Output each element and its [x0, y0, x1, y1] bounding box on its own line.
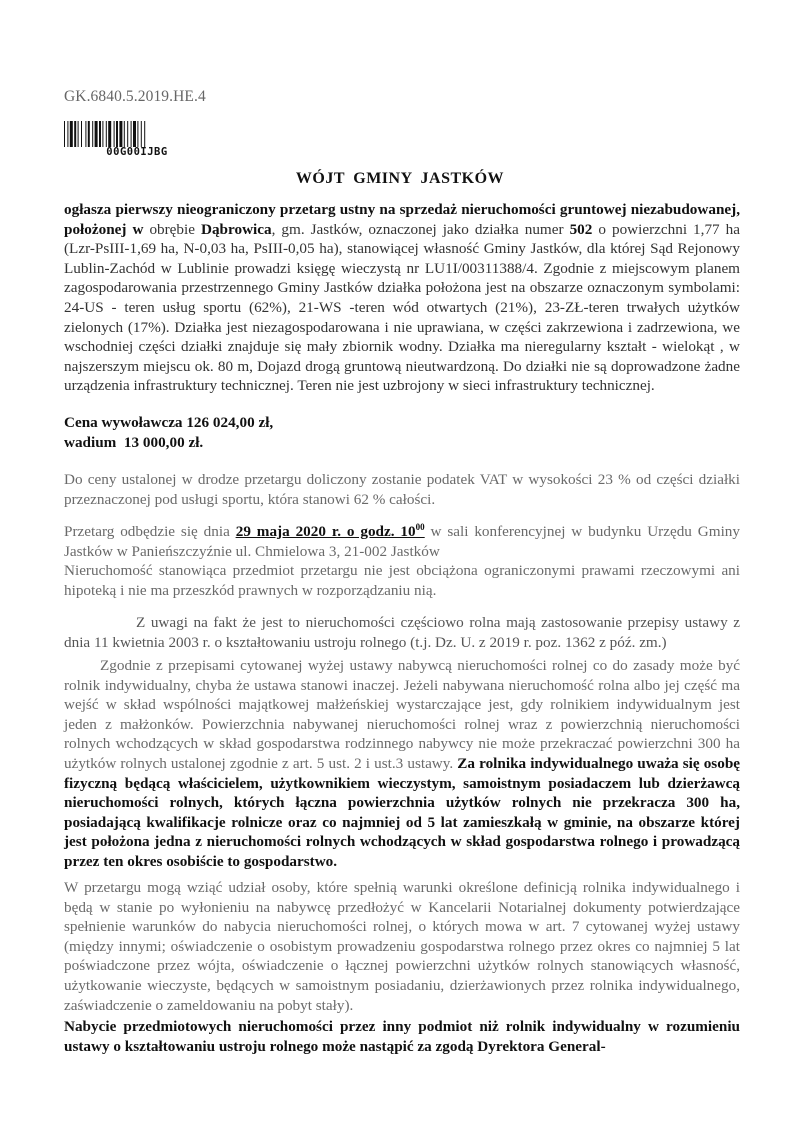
- starting-price: Cena wywoławcza 126 024,00 zł,: [64, 414, 274, 431]
- barcode-bar: [114, 121, 115, 147]
- vat-note: Do ceny ustalonej w drodze przetargu doliczony zostanie podatek VAT w wysokości 23 % od części działki przeznaczonej pod usługi sportu, która stanowi 62 % całości.: [64, 471, 740, 508]
- barcode-bar: [81, 121, 82, 147]
- barcode-bar: [67, 121, 68, 147]
- reference-number: GK.6840.5.2019.HE.4: [64, 88, 206, 105]
- barcode-text: 00G00IJBG: [106, 146, 168, 158]
- barcode-bar: [88, 121, 90, 147]
- farmer-definition: Za rolnika indywidualnego uważa się osobę fizyczną będącą właścicielem, użytkownikiem wieczystym, samoistnym posiadaczem lub dzierżawcą nieruchomości rolnych, których łączna powierzchnia użytków rolnych nie przekracza 300 ha, posiadającą kwalifikacje rolnicze oraz co najmniej od 5 lat zamieszkałą w gminie, na obszarze której jest położona jedna z nieruchomości rolnych wchodzących w skład gospodarstwa rolnego i prowadzącą przez ten okres osobiście to gospodarstwo.: [64, 754, 741, 870]
- intro-paragraph: ogłasza pierwszy nieograniczony przetarg ustny na sprzedaż nieruchomości gruntowej niezabudowanej, położonej w obrębie Dąbrowica, gm. Jastków, oznaczonej jako działka numer 502 o powierzchni 1,77 ha (Lzr-PsIII-1,69 ha, N-0,03 ha, PsIII-0,05 ha), stanowiącej własność Gminy Jastków, dla której Sąd Rejonowy Lublin-Zachód w Lublinie prowadzi księgę wieczystą nr LU1I/00311388/4. Zgodnie z miejscowym planem zagospodarowania przestrzennego Gminy Jastków działka położona jest na obszarze oznaczonym symbolami: 24-US - teren usług sportu (62%), 21-WS -teren wód otwartych (21%), 23-ZŁ-teren trwałych użytków zielonych (17%). Działka jest niezagospodarowana i nie uprawiana, w części zakrzewiona i zadrzewiona, we wschodniej części działki znajduje się mały zbiornik wodny. Działka ma nieregularny kształt - wielokąt , w najszerszym miejscu ok. 80 m, Dojazd drogą gruntową nieutwardzoną. Do działki nie są doprowadzone żadne urządzenia infrastruktury technicznej. Teren nie jest uzbrojony w sieci infrastruktury technicznej.: [64, 201, 740, 395]
- auction-date: 29 maja 2020 r. o godz. 10: [235, 523, 416, 540]
- barcode-bar: [127, 121, 128, 147]
- barcode-bar: [102, 121, 103, 147]
- barcode-bar: [137, 121, 138, 147]
- encumbrance-note: Nieruchomość stanowiąca przedmiot przetargu nie jest obciążona ograniczonymi prawami rzeczowymi ani hipoteką i nie ma przeszkód prawnych w rozporządzaniu nią.: [64, 562, 740, 599]
- barcode-bar: [70, 121, 73, 147]
- barcode-bar: [116, 121, 118, 147]
- farmer-paragraph: Zgodnie z przepisami cytowanej wyżej ustawy nabywcą nieruchomości rolnej co do zasady może być rolnik indywidualny, chyba że ustawa stanowi inaczej. Jeżeli nabywana nieruchomość rolna albo jej część ma wejść w skład wspólności majątkowej małżeńskiej wystarczające jest, gdy rolnikiem indywidualnym jest jeden z małżonków. Powierzchnia nabywanej nieruchomości rolnej wraz z powierzchnią nieruchomości rolnych wchodzących w skład gospodarstwa rodzinnego nabywcy nie może przekraczać powierzchni 300 ha użytków rolnych ustalonej zgodnie z art. 5 ust. 2 i ust.3 ustawy. Za rolnika indywidualnego uważa się osobę fizyczną będącą właścicielem, użytkownikiem wieczystym, samoistnym posiadaczem lub dzierżawcą nieruchomości rolnych, których łączna powierzchnia użytków rolnych nie przekracza 300 ha, posiadającą kwalifikacje rolnicze oraz co najmniej od 5 lat zamieszkałą w gminie, na obszarze której jest położona jedna z nieruchomości rolnych wchodzących w skład gospodarstwa rolnego i prowadzącą przez ten okres osobiście to gospodarstwo.: [64, 657, 741, 870]
- barcode-bar: [141, 121, 142, 147]
- barcode-bar: [119, 121, 122, 147]
- parcel-number: 502: [569, 220, 593, 238]
- auction-paragraph: Przetarg odbędzie się dnia 29 maja 2020 r. o godz. $10^{00}$ w sali konferencyjnej w budynku Urzędu Gminy Jastków w Panieńszczyźnie ul. Chmielowa 3, 21-002 Jastków Nieruchomość stanowiąca przedmiot przetargu nie jest obciążona ograniczonymi prawami rzeczowymi ani hipoteką i nie ma przeszkód prawnych w rozporządzaniu nią.: [64, 521, 740, 599]
- document-title: WÓJT GMINY JASTKÓW: [295, 170, 505, 187]
- barcode-bar: [74, 121, 76, 147]
- deposit: wadium 13 000,00 zł.: [64, 433, 204, 451]
- barcode: [64, 121, 210, 147]
- barcode-bar: [95, 121, 98, 147]
- barcode-bar: [144, 121, 145, 147]
- barcode-bar: [124, 121, 125, 147]
- barcode-bar: [108, 121, 111, 147]
- barcode-bar: [92, 121, 93, 147]
- barcode-bar: [64, 121, 65, 147]
- barcode-bar: [106, 121, 107, 147]
- barcode-bar: [133, 121, 136, 147]
- barcode-bar: [85, 121, 86, 147]
- price-block: [64, 413, 740, 452]
- barcode-bar: [99, 121, 101, 147]
- place-name: Dąbrowica: [201, 220, 272, 238]
- intro-lead: ogłasza pierwszy nieograniczony przetarg ustny na sprzedaż nieruchomości gruntowej niezabudowanej, położonej w: [64, 201, 740, 238]
- participation-paragraph: W przetargu mogą wziąć udział osoby, które spełnią warunki określone definicją rolnika indywidualnego i będą w stanie po wyłonieniu na nabywcę przedłożyć w Kancelarii Notarialnej dokumenty potwierdzające spełnienie warunków do nabycia nieruchomości rolnej, o których mowa w art. 7 cytowanej wyżej ustawy (między innymi; oświadczenie o osobistym prowadzeniu gospodarstwa rolnego przez okres co najmniej 5 lat poświadczone przez wójta, oświadczenie o łącznej powierzchni użytków rolnych stanowiących własność, użytkowanie wieczyste, będących w samoistnym posiadaniu, dzierżawionych przez rolnika indywidualnego, zaświadczenie o zameldowaniu na pobyt stały).: [64, 879, 740, 1014]
- barcode-bar: [78, 121, 79, 147]
- barcode-bar: [131, 121, 132, 147]
- acquisition-paragraph: Nabycie przedmiotowych nieruchomości przez inny podmiot niż rolnik indywidualny w rozumieniu ustawy o kształtowaniu ustroju rolnego może nastąpić za zgodą Dyrektora General-: [64, 1018, 740, 1055]
- law-note: Z uwagi na fakt że jest to nieruchomości częściowo rolna mają zastosowanie przepisy ustawy z dnia 11 kwietnia 2003 r. o kształtowaniu ustroju rolnego (t.j. Dz. U. z 2019 r. poz. 1362 z póź. zm.): [64, 614, 740, 651]
